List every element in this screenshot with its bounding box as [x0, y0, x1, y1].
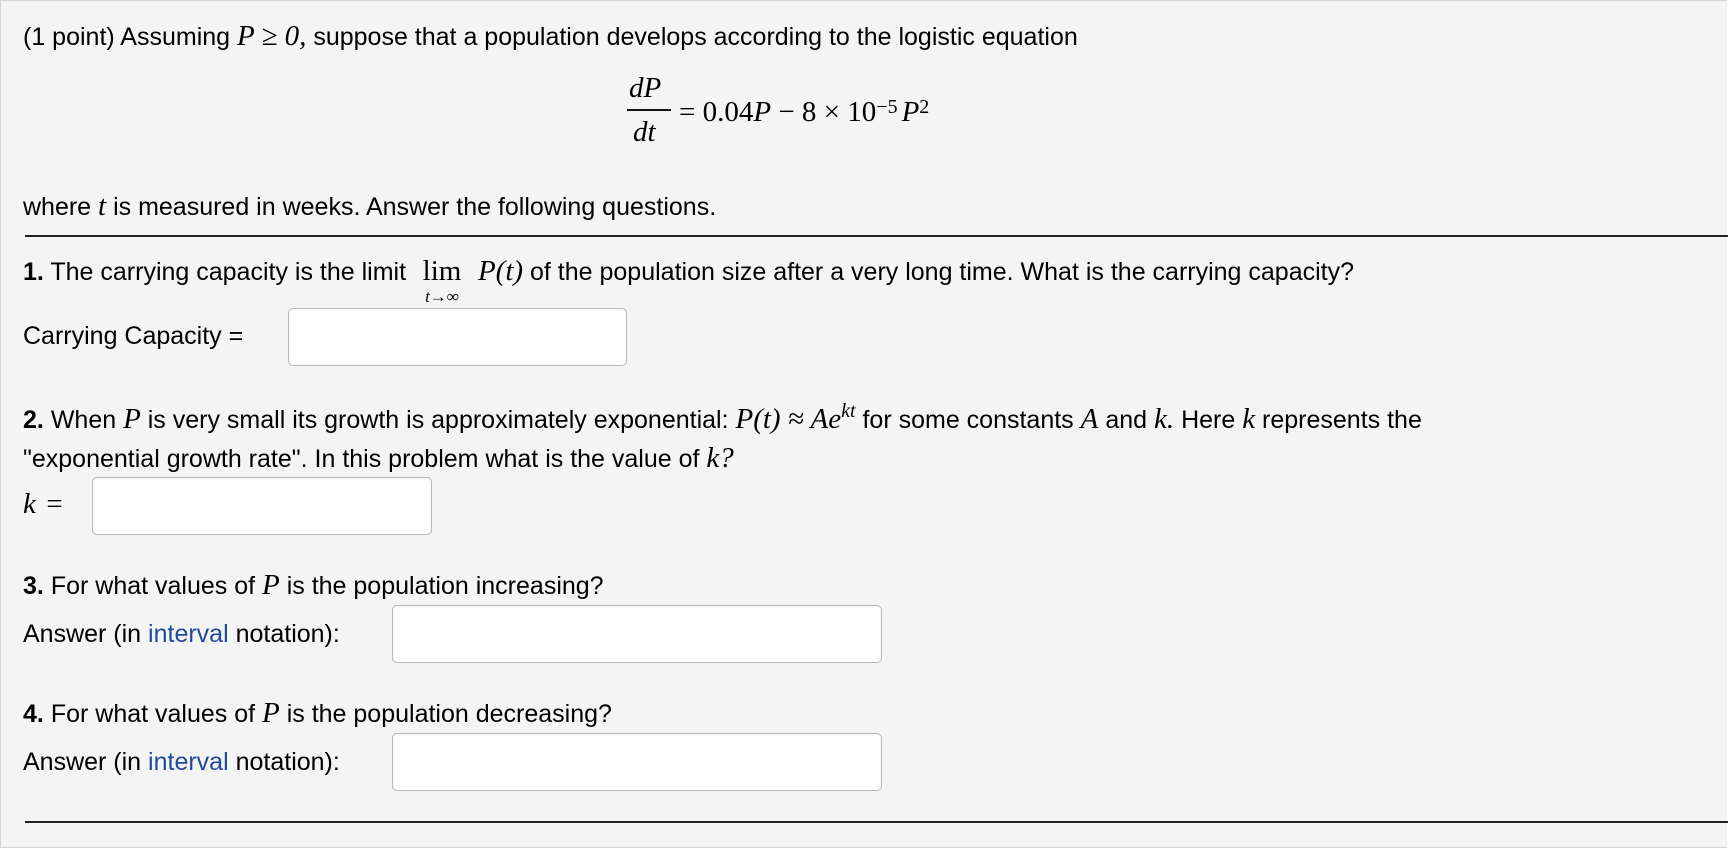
question-1 — [23, 255, 1355, 306]
top-divider — [25, 235, 1728, 237]
rhs-p2: P — [901, 96, 920, 128]
q2-var-k2: k — [1242, 403, 1256, 435]
rhs-prefix: = 0.04 — [679, 96, 754, 128]
k-label-eq: = — [46, 488, 63, 520]
limit-lim: lim — [422, 255, 462, 287]
increasing-interval-input[interactable] — [392, 605, 882, 663]
q1-text-b: of the population size after a very long time. What is the carrying capacity? — [530, 258, 1355, 286]
q4-answer-label — [23, 747, 340, 777]
limit-subscript: t→∞ — [425, 287, 459, 306]
q2-text-c: for some constants — [862, 406, 1074, 434]
where-var: t — [98, 190, 107, 222]
k-label — [23, 488, 63, 521]
q2-var-p: P — [123, 403, 141, 435]
rhs-p: P — [753, 96, 772, 128]
q4-text-b: is the population decreasing? — [286, 700, 612, 728]
where-word: where — [23, 193, 92, 221]
q3-var-p: P — [262, 569, 280, 601]
carrying-capacity-input[interactable] — [288, 308, 627, 366]
where-line — [23, 191, 716, 222]
question-3 — [23, 570, 604, 601]
equation-rhs — [679, 95, 929, 134]
k-label-var: k — [23, 488, 36, 520]
q2-var-k: k. — [1153, 403, 1175, 435]
fraction-bar — [627, 109, 671, 111]
q3-label-b: notation): — [235, 620, 340, 648]
q2-text-a: When — [50, 406, 117, 434]
q1-func: P(t) — [477, 255, 524, 287]
question-4 — [23, 698, 612, 729]
q2-line2: "exponential growth rate". In this problem what is the value of — [23, 445, 700, 473]
q4-var-p: P — [262, 697, 280, 729]
q2-text-d: represents the — [1262, 406, 1422, 434]
intro-assuming: Assuming — [120, 23, 231, 51]
q4-text-a: For what values of — [50, 700, 256, 728]
q3-label-a: Answer (in — [23, 620, 142, 648]
q4-number: 4. — [23, 700, 44, 728]
intro-rest: suppose that a population develops according to the logistic equation — [313, 23, 1078, 51]
rhs-mid: − 8 × 10 — [771, 96, 877, 128]
q2-number: 2. — [23, 406, 44, 434]
q3-interval-link[interactable]: interval — [148, 620, 229, 648]
q4-interval-link[interactable]: interval — [148, 748, 229, 776]
q1-text-a: The carrying capacity is the limit — [50, 258, 407, 286]
carrying-capacity-label: Carrying Capacity = — [23, 322, 244, 350]
question-2-line-2 — [23, 443, 734, 474]
q4-label-a: Answer (in — [23, 748, 142, 776]
q3-answer-label — [23, 619, 340, 649]
q2-expr: P(t) ≈ Ae — [735, 403, 842, 435]
q2-expr-exponent: kt — [841, 399, 856, 422]
limit-operator — [413, 255, 471, 306]
q2-here: Here — [1181, 406, 1236, 434]
k-input[interactable] — [92, 477, 432, 535]
intro-condition: P ≥ 0, — [237, 20, 307, 52]
rhs-exponent2: 2 — [919, 95, 930, 118]
q3-number: 3. — [23, 572, 44, 600]
where-rest: is measured in weeks. Answer the following questions. — [113, 193, 717, 221]
q3-text-b: is the population increasing? — [286, 572, 604, 600]
q2-and: and — [1105, 406, 1148, 434]
rhs-exponent: −5 — [876, 95, 898, 118]
equation-denominator: dt — [633, 116, 656, 148]
question-2-line-1 — [23, 399, 1422, 435]
q2-text-b: is very small its growth is approximately exponential: — [147, 406, 729, 434]
q2-var-a: A — [1080, 403, 1099, 435]
q2-var-k3: k? — [706, 442, 734, 474]
q4-label-b: notation): — [235, 748, 340, 776]
points-label: (1 point) — [23, 23, 115, 51]
equation-numerator: dP — [629, 72, 662, 104]
q1-number: 1. — [23, 258, 44, 286]
bottom-divider — [25, 821, 1728, 823]
decreasing-interval-input[interactable] — [392, 733, 882, 791]
intro-line — [23, 21, 1078, 52]
q3-text-a: For what values of — [50, 572, 256, 600]
